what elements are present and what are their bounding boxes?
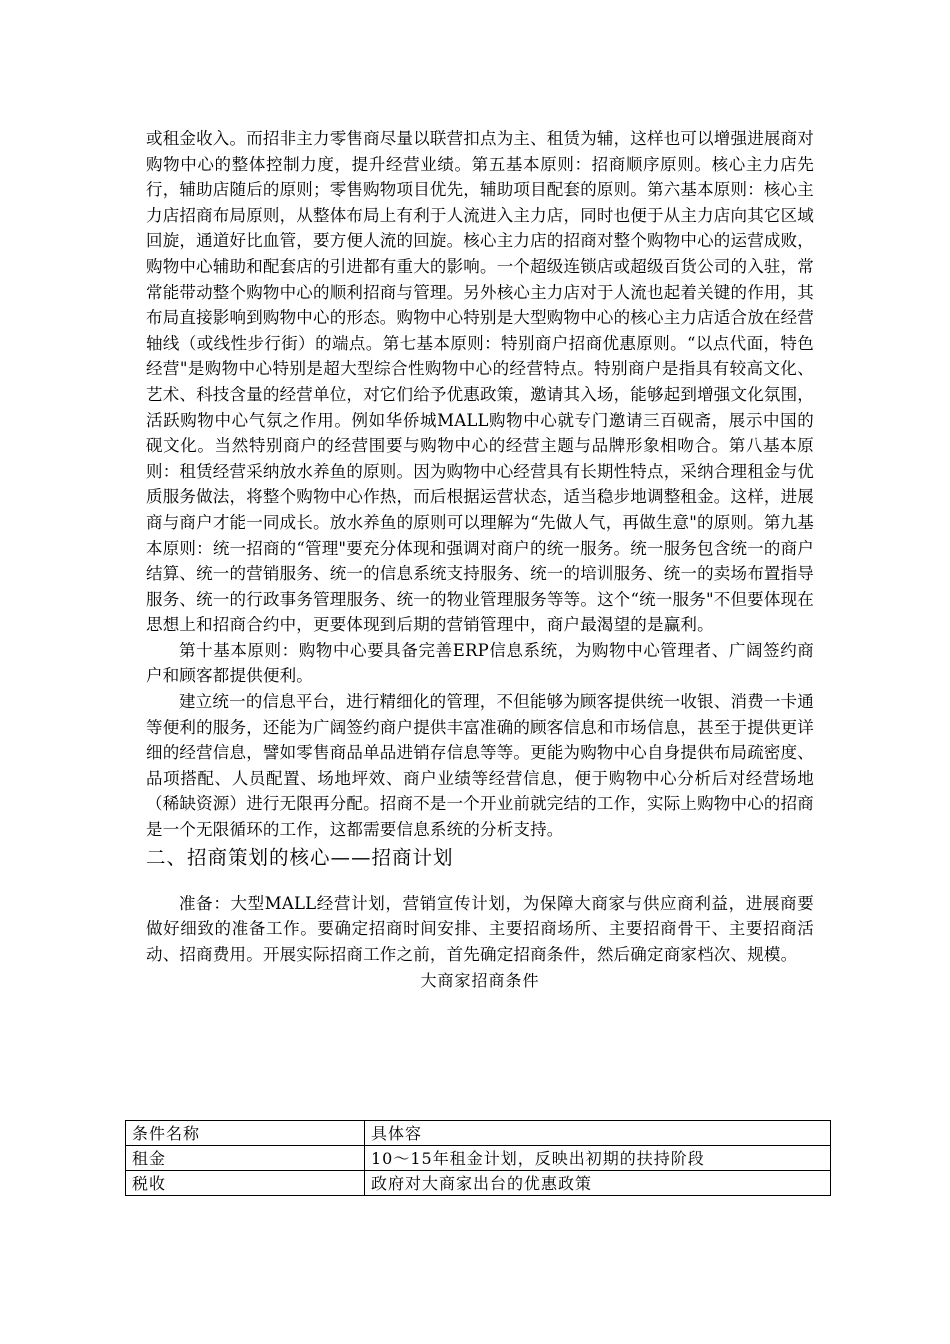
table-cell: 税收	[126, 1171, 365, 1196]
prep-paragraph: 准备：大型MALL经营计划，营销宣传计划，为保障大商家与供应商利益，进展商要做好细致的准备工作。要确定招商时间安排、主要招商场所、主要招商骨干、主要招商活动、招商费用。开展实际招商工作之前，首先确定招商条件，然后确定商家档次、规模。	[146, 893, 814, 964]
table-cell: 政府对大商家出台的优惠政策	[365, 1171, 831, 1196]
document-body	[146, 126, 814, 993]
table-header-cell: 具体容	[365, 1121, 831, 1146]
conditions-table	[125, 1120, 831, 1196]
table-header-row	[126, 1121, 831, 1146]
table-caption: 大商家招商条件	[420, 971, 540, 991]
body-paragraph-1: 或租金收入。而招非主力零售商尽量以联营扣点为主、租赁为辅，这样也可以增强进展商对购物中心的整体控制力度，提升经营业绩。第五基本原则：招商顺序原则。核心主力店先行，辅助店随后的原则；零售购物项目优先，辅助项目配套的原则。第六基本原则：核心主力店招商布局原则，从整体布局上有利于人流进入主力店，同时也便于从主力店向其它区域回旋，通道好比血管，要方便人流的回旋。核心主力店的招商对整个购物中心的运营成败，购物中心辅助和配套店的引进都有重大的影响。一个超级连锁店或超级百货公司的入驻，常常能带动整个购物中心的顺利招商与管理。另外核心主力店对于人流也起着关键的作用，其布局直接影响到购物中心的形态。购物中心特别是大型购物中心的核心主力店适合放在经营轴线（或线性步行街）的端点。第七基本原则：特别商户招商优惠原则。“以点代面，特色经营"是购物中心特别是超大型综合性购物中心的经营特点。特别商户是指具有较高文化、艺术、科技含量的经营单位，对它们给予优惠政策，邀请其入场，能够起到增强文化氛围，活跃购物中心气氛之作用。例如华侨城MALL购物中心就专门邀请三百砚斋，展示中国的砚文化。当然特别商户的经营围要与购物中心的经营主题与品牌形象相吻合。第八基本原则：租赁经营采纳放水养鱼的原则。因为购物中心经营具有长期性特点，采纳合理租金与优质服务做法，将整个购物中心作热，而后根据运营状态，适当稳步地调整租金。这样，进展商与商户才能一同成长。放水养鱼的原则可以理解为“先做人气，再做生意"的原则。第九基本原则：统一招商的“管理"要充分体现和强调对商户的统一服务。统一服务包含统一的商户结算、统一的营销服务、统一的信息系统支持服务、统一的培训服务、统一的卖场布置指导服务、统一的行政事务管理服务、统一的物业管理服务等等。这个“统一服务"不但要体现在思想上和招商合约中，更要体现到后期的营销管理中，商户最渴望的是赢利。	[146, 129, 814, 635]
table-row	[126, 1146, 831, 1171]
body-paragraph-3: 建立统一的信息平台，进行精细化的管理，不但能够为顾客提供统一收银、消费一卡通等便利的服务，还能为广阔签约商户提供丰富准确的顾客信息和市场信息，甚至于提供更详细的经营信息，譬如零售商品单品进销存信息等等。更能为购物中心自身提供布局疏密度、品项搭配、人员配置、场地坪效、商户业绩等经营信息，便于购物中心分析后对经营场地（稀缺资源）进行无限再分配。招商不是一个开业前就完结的工作，实际上购物中心的招商是一个无限循环的工作，这都需要信息系统的分析支持。	[146, 692, 814, 840]
table-header-cell: 条件名称	[126, 1121, 365, 1146]
table-cell: 10～15年租金计划，反映出初期的扶持阶段	[365, 1146, 831, 1171]
table-row	[126, 1171, 831, 1196]
table-cell: 租金	[126, 1146, 365, 1171]
section-spacer	[146, 873, 814, 891]
section-heading: 二、招商策划的核心——招商计划	[146, 845, 454, 869]
body-paragraph-2: 第十基本原则：购物中心要具备完善ERP信息系统，为购物中心管理者、广阔签约商户和顾客都提供便利。	[146, 640, 814, 686]
